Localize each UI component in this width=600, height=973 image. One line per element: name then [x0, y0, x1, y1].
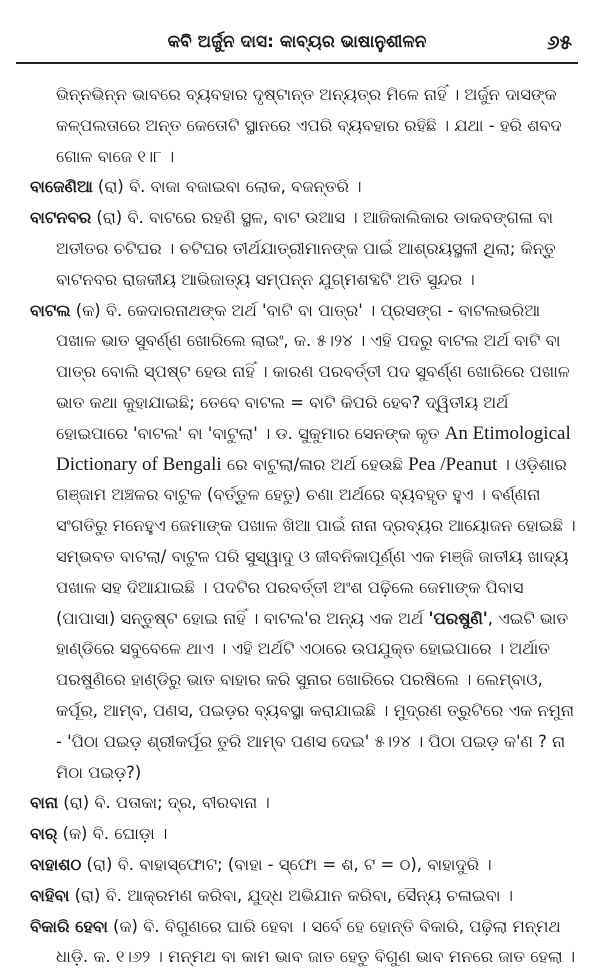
entry-definition: , ଏଇଟି ଭାତ ହାଣ୍ଡିରେ ସବୁବେଳେ ଥାଏ । ଏହି ଅର୍ଥଟି ଏଠାରେ ଉପଯୁକ୍ତ ହୋଇପାରେ । ଅର୍ଥାତ ପରଷୁଣିରେ ହାଣ୍ଡିରୁ ଭାତ ବାହାର କରି ସୁନାର ଖୋରିରେ ପରଷିଲେ । ଲେମ୍ବାଓ, କର୍ପୂର, ଆମ୍ବ, ପଣସ, ପଇଡ଼ର ବ୍ୟବସ୍ଥା କରାଯାଇଛି । ମୁଦ୍ରଣ ତ୍ରୁଟିରେ ଏକ ନମୁନା - 'ପିଠା ପଇଡ଼ ଶ୍ରୀକର୍ପୂର ତୁରି ଆମ୍ବ ପଣସ ଦେଇ' ୫।୨୪ । ପିଠା ପଇଡ଼ କ'ଣ ? ନା ମିଠା ପଇଡ଼?)	[56, 608, 575, 782]
entry-headword: ବିକାରି ହେବା	[30, 916, 108, 936]
entry-definition: (ରା) ବି. ଆକ୍ରମଣ କରିବା, ଯୁଦ୍ଧ ଅଭିଯାନ କରିବା, ସୈନ୍ୟ ଚଳାଇବା ।	[69, 885, 514, 905]
entry-headword: ବାହିବା	[30, 885, 70, 905]
glossary-entry	[30, 788, 578, 819]
entry-headword: ବାର୍	[30, 824, 58, 844]
entry-headword: ବାଜେଣିଆ	[30, 177, 93, 197]
entry-definition: (ରା) ବି. ବାଟରେ ରହଣି ସ୍ଥଳ, ବାଟ ଉଆସ । ଆଜିକାଲିକାର ଡାକବଙ୍ଗଳା ବା ଅତୀତର ଚଟିଘର । ଚଟିଘର ତୀର୍ଥଯାତ୍ରୀମାନଙ୍କ ପାଇଁ ଆଶ୍ରୟସ୍ଥଳୀ ଥିଲା; କିନ୍ତୁ ବାଟନବର ରାଜକୀୟ ଆଭିଜାତ୍ୟ ସମ୍ପନ୍ନ ଯୁଗ୍ମଶବ୍ଦଟି ଅତି ସୁନ୍ଦର ।	[56, 208, 556, 289]
entry-headword: ବାନା	[30, 793, 59, 813]
entry-definition: (ରା) ବି. ବାଜା ବଜାଇବା ଲୋକ, ବଜନ୍ତରି ।	[92, 177, 362, 197]
glossary-entry	[30, 850, 578, 881]
entry-definition: (କ) ବି. ବିଗୁଣରେ ଘାରି ହେବା । ସର୍ବେ ହେ ହୋନ୍ତି ବିକାରି, ପଢ଼ିଲା ମନ୍ମଥ ଧାଡ଼ି. କ. ୧।୬୨ । ମନ୍ମଥ ବା କାମ ଭାବ ଜାତ ହେତୁ ବିଗୁଣ ଭାବ ମନରେ ଜାତ ହେଲା ।	[56, 916, 576, 967]
glossary-entry	[30, 881, 578, 912]
entry-headword: ବାଟନବର	[30, 208, 92, 228]
entry-definition: ରେ ବାଟୁଲା/ଳାର ଅର୍ଥ ହେଉଛି	[221, 454, 403, 474]
glossary-entry	[30, 296, 578, 789]
entry-definition: (ରା) ବି. ପତାକା; ଦ୍ର, ବୀରବାନା ।	[58, 793, 270, 813]
page-number: ୬୫	[546, 30, 572, 54]
entry-definition: (କ) ବି. କେଦାରନାଥଙ୍କ ଅର୍ଥ 'ବାଟି ବା ପାତ୍ର' । ପ୍ରସଙ୍ଗ - ବାଟଲଭରିଆ ପଖାଳ ଭାତ ସୁବର୍ଣ୍ଣ ଖୋରିଲେ ଲାଇଂ, କ. ୫।୨୪ । ଏହି ପଦରୁ ବାଟଲ ଅର୍ଥ ବାଟି ବା ପାତ୍ର ବୋଲି ସ୍ପଷ୍ଟ ହେଉ ନାହିଁ । କାରଣ ପରବର୍ତ୍ତୀ ପଦ ସୁବର୍ଣ୍ଣ ଖୋରିରେ ପଖାଳ ଭାତ କଥା କୁହାଯାଇଛି; ତେବେ ବାଟଲ = ବାଟି କିପରି ହେବ? ଦ୍ୱିତୀୟ ଅର୍ଥ ହୋଇପାରେ 'ବାଟଲ' ବା 'ବାଟୁଲା' । ଡ. ସୁକୁମାର ସେନଙ୍କ କୃତ	[56, 300, 570, 443]
entry-definition: (ରା) ବି. ବାହାସ୍ଫୋଟ; (ବାହା - ସ୍ଫୋ = ଶ, ଟ = ଠ), ବାହାଦୁରି ।	[81, 854, 492, 874]
english-term: Pea /Peanut	[408, 453, 498, 475]
glossary-entry	[30, 819, 578, 850]
glossary-entry	[30, 203, 578, 295]
intro-paragraph: ଭିନ୍ନଭିନ୍ନ ଭାବରେ ବ୍ୟବହାର ଦୃଷ୍ଟାନ୍ତ ଅନ୍ୟତ୍ର ମିଳେ ନାହିଁ । ଅର୍ଜୁନ ଦାସଙ୍କ କଳ୍ପଲତାରେ ଅନ୍ତ କେତୋଟି ସ୍ଥାନରେ ଏପରି ବ୍ୟବହାର ରହିଛି । ଯଥା - ହରି ଶବଦ ଗୋଳ ବାଜେ ୧।୮ ।	[56, 85, 562, 166]
english-title: An Etimological Dictionary of Bengali	[56, 422, 571, 475]
glossary-entry	[30, 172, 578, 203]
glossary-entry	[30, 912, 578, 973]
running-header	[16, 28, 578, 64]
entry-headword: ବାହାଶଠ	[30, 854, 82, 874]
entry-definition: (କ) ବି. ଘୋଡ଼ା ।	[57, 824, 168, 844]
bold-term: 'ପରଷୁଣି'	[428, 608, 488, 628]
book-title: କବି ଅର୍ଜୁନ ଦାସ: କାବ୍ୟର ଭାଷାନୁଶୀଳନ	[167, 32, 427, 52]
entry-headword: ବାଟଲ	[30, 300, 71, 320]
entry-definition: । ଓଡ଼ିଶାର ଗଞ୍ଜାମ ଅଞ୍ଚଳର ବାଟୁଳ (ବର୍ତ୍ତୁଳ ହେତୁ) ଚଣା ଅର୍ଥରେ ବ୍ୟବହୃତ ହୁଏ । ବର୍ଣ୍ଣନା ସଂଗତିରୁ ମନେହୁଏ ଜେମାଙ୍କ ପଖାଳ ଖିଆ ପାଇଁ ନାନା ଦ୍ରବ୍ୟର ଆୟୋଜନ ହୋଇଛି । ସମ୍ଭବତ ବାଟଲା/ ବାଟୁଳ ପରି ସୁସ୍ୱାଦୁ ଓ ଜୀବନିକାପୂର୍ଣ୍ଣ ଏକ ମଞ୍ଜି ଜାତୀୟ ଖାଦ୍ୟ ପଖାଳ ସହ ଦିଆଯାଇଛି । ପଦଟିର ପରବର୍ତ୍ତୀ ଅଂଶ ପଢ଼ିଲେ ଜେମାଙ୍କ ପିବାସ (ପାପାସା) ସନ୍ତୁଷ୍ଟ ହୋଇ ନାହିଁ । ବାଟଲ'ର ଅନ୍ୟ ଏକ ଅର୍ଥ	[56, 454, 576, 628]
page-body	[30, 80, 578, 973]
